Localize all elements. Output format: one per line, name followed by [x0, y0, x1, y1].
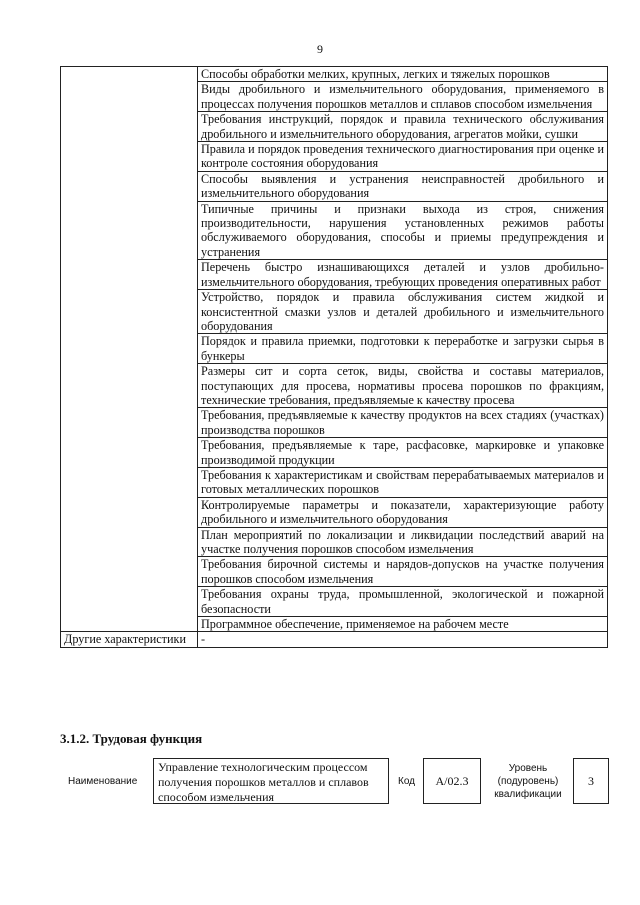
knowledge-item: Требования охраны труда, промышленной, экологической и пожарной безопасности	[198, 587, 608, 617]
knowledge-item: Способы обработки мелких, крупных, легких и тяжелых порошков	[198, 67, 608, 82]
knowledge-table	[60, 66, 608, 648]
knowledge-item: Правила и порядок проведения технического диагностирования при оценке и контроле состояния оборудования	[198, 142, 608, 172]
qualification-level: 3	[573, 758, 609, 804]
labor-function-name: Управление технологическим процессом получения порошков металлов и сплавов способом измельчения	[153, 758, 389, 804]
knowledge-item: Порядок и правила приемки, подготовки к переработке и загрузки сырья в бункеры	[198, 334, 608, 364]
knowledge-item: Виды дробильного и измельчительного оборудования, применяемого в процессах получения порошков металлов и сплавов способом измельчения	[198, 82, 608, 112]
knowledge-item: Программное обеспечение, применяемое на рабочем месте	[198, 617, 608, 632]
table-row	[61, 67, 608, 82]
knowledge-item: Требования бирочной системы и нарядов-допусков на участке получения порошков способом измельчения	[198, 557, 608, 587]
knowledge-item: Контролируемые параметры и показатели, характеризующие работу дробильного и измельчительного оборудования	[198, 497, 608, 527]
knowledge-item: Типичные причины и признаки выхода из строя, снижения производительности, нарушения установленных режимов работы обслуживаемого оборудования, способы и приемы предупреждения и устранения	[198, 201, 608, 260]
knowledge-item: Требования к характеристикам и свойствам перерабатываемых материалов и готовых металлических порошков	[198, 467, 608, 497]
knowledge-item: Перечень быстро изнашивающихся деталей и узлов дробильно-измельчительного оборудования, требующих проведения оперативных работ	[198, 260, 608, 290]
knowledge-item: План мероприятий по локализации и ликвидации последствий аварий на участке получения порошков способом измельчения	[198, 527, 608, 557]
knowledge-item: Требования, предъявляемые к качеству продуктов на всех стадиях (участках) производства порошков	[198, 408, 608, 438]
code-label: Код	[398, 776, 416, 787]
knowledge-item: Способы выявления и устранения неисправностей дробильного и измельчительного оборудования	[198, 171, 608, 201]
table-row	[61, 632, 608, 647]
other-characteristics-label: Другие характеристики	[61, 632, 198, 647]
name-label: Наименование	[68, 776, 138, 787]
section-title: 3.1.2. Трудовая функция	[60, 731, 203, 746]
level-label: Уровень (подуровень) квалификации	[494, 763, 562, 800]
knowledge-label-cell	[61, 67, 198, 632]
labor-function-header	[60, 758, 610, 806]
other-characteristics-value: -	[198, 632, 608, 647]
page-number: 9	[317, 42, 323, 56]
knowledge-item: Требования, предъявляемые к таре, расфасовке, маркировке и упаковке производимой продукции	[198, 438, 608, 468]
knowledge-item: Устройство, порядок и правила обслуживания систем жидкой и консистентной смазки узлов и деталей дробильного и измельчительного оборудования	[198, 290, 608, 334]
knowledge-item: Размеры сит и сорта сеток, виды, свойства и составы материалов, поступающих для просева, нормативы просева порошков по фракциям, технические требования, предъявляемые к качеству просева	[198, 364, 608, 408]
labor-function-code: A/02.3	[423, 758, 481, 804]
knowledge-item: Требования инструкций, порядок и правила технического обслуживания дробильного и измельчительного оборудования, агрегатов мойки, сушки	[198, 112, 608, 142]
